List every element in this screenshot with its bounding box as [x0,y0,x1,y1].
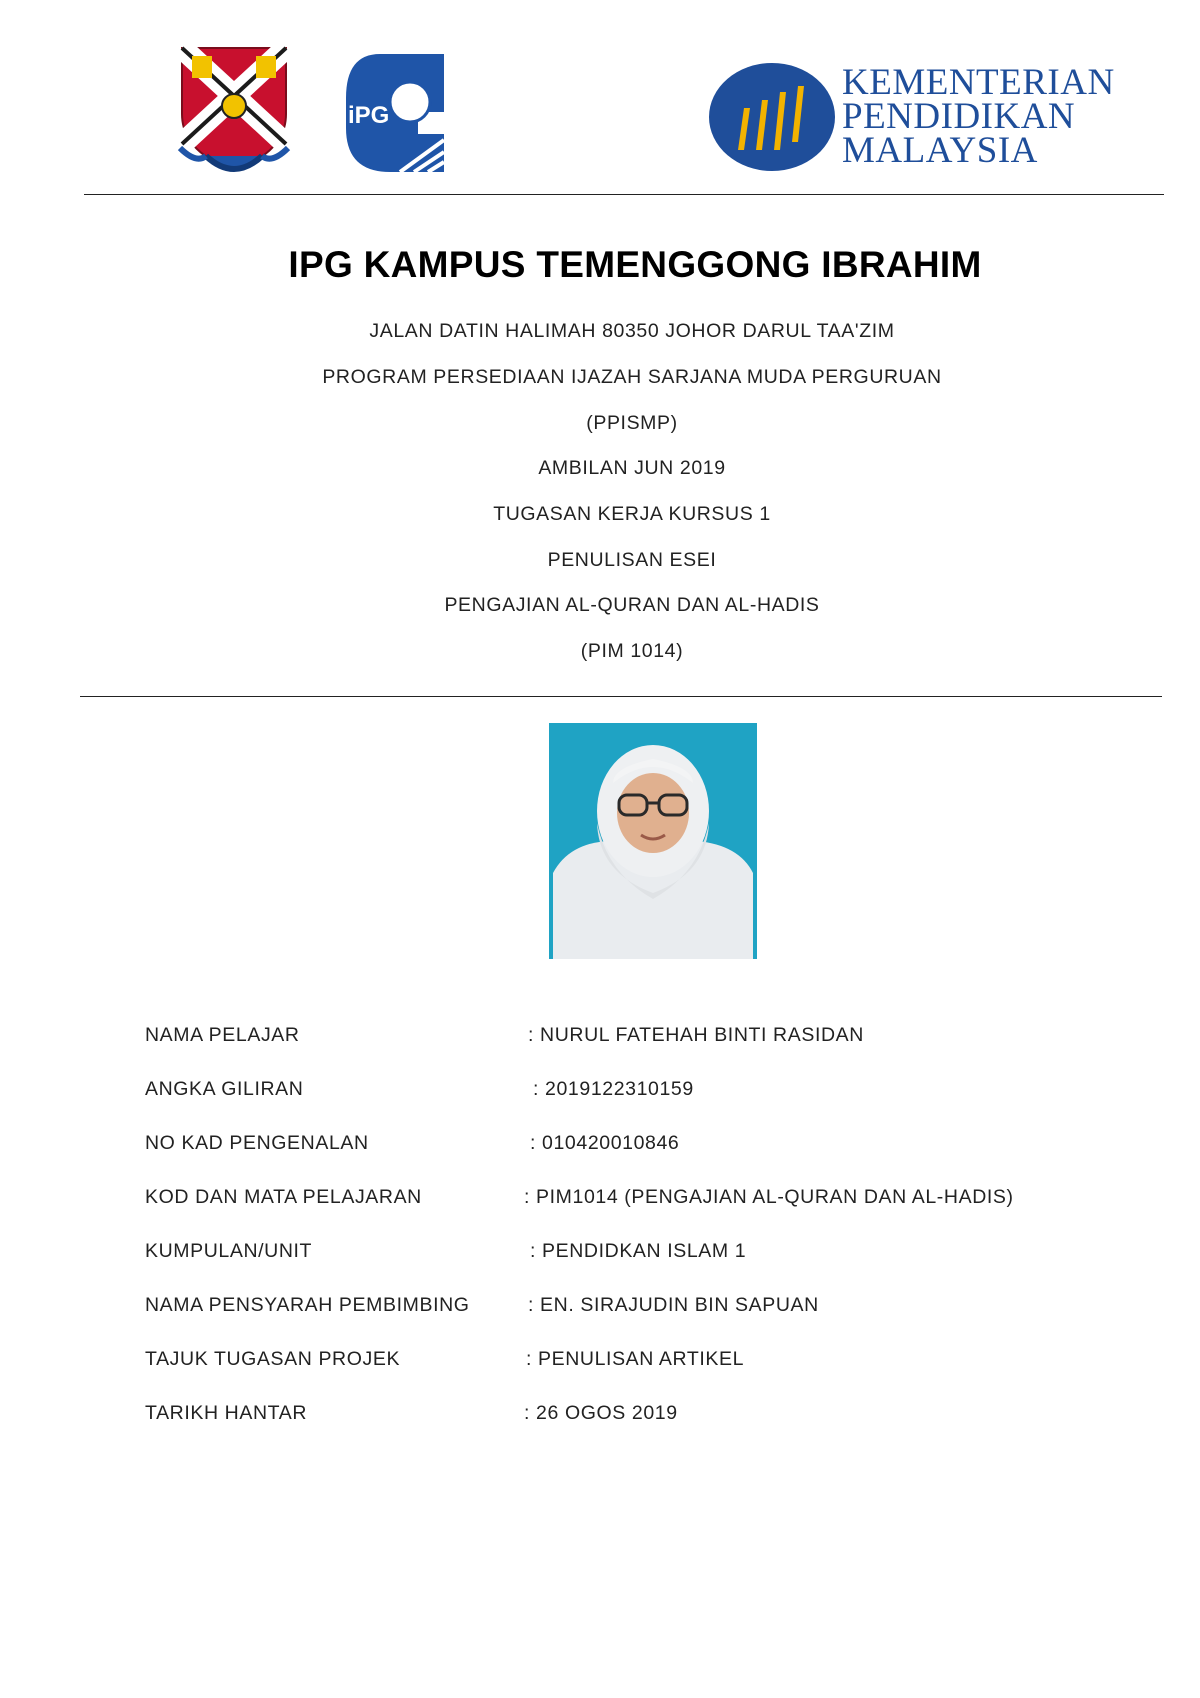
value-tajuk-tugasan: : PENULISAN ARTIKEL [526,1348,745,1370]
ministry-name-line-1: KEMENTERIAN [842,62,1115,103]
label-nama-pensyarah: NAMA PENSYARAH PEMBIMBING [145,1294,470,1316]
address-line: JALAN DATIN HALIMAH 80350 JOHOR DARUL TAA'ZIM [369,320,895,342]
value-nama-pensyarah: : EN. SIRAJUDIN BIN SAPUAN [528,1294,819,1316]
page-title: IPG KAMPUS TEMENGGONG IBRAHIM [288,244,982,285]
ministry-name-line-2: PENDIDIKAN [842,96,1076,137]
course-code-line: (PIM 1014) [580,640,684,662]
label-no-kad-pengenalan: NO KAD PENGENALAN [145,1132,369,1154]
kpm-emblem [708,62,836,172]
label-angka-giliran: ANGKA GILIRAN [145,1078,304,1100]
label-tarikh-hantar: TARIKH HANTAR [145,1402,308,1424]
value-angka-giliran: : 2019122310159 [533,1078,694,1100]
course-name-line: PENGAJIAN AL-QURAN DAN AL-HADIS [444,594,820,616]
ipg-logo [340,48,456,178]
label-tajuk-tugasan: TAJUK TUGASAN PROJEK [145,1348,401,1370]
ministry-name [842,62,1115,171]
value-no-kad-pengenalan: : 010420010846 [530,1132,680,1154]
value-tarikh-hantar: : 26 OGOS 2019 [524,1402,678,1424]
title-divider [80,696,1162,697]
student-portrait-photo [549,723,757,959]
ministry-name-line-3: MALAYSIA [842,130,1038,171]
intake-line: AMBILAN JUN 2019 [538,457,726,479]
program-code-line: (PPISMP) [586,412,678,434]
header-divider [84,194,1164,195]
program-line: PROGRAM PERSEDIAAN IJAZAH SARJANA MUDA PERGURUAN [322,366,942,388]
ipg-logo-text: iPG [348,102,390,129]
label-kod-mata-pelajaran: KOD DAN MATA PELAJARAN [145,1186,422,1208]
college-crest-logo [176,44,292,176]
value-nama-pelajar: : NURUL FATEHAH BINTI RASIDAN [528,1024,864,1046]
label-kumpulan-unit: KUMPULAN/UNIT [145,1240,313,1262]
value-kod-mata-pelajaran: : PIM1014 (PENGAJIAN AL-QURAN DAN AL-HADIS) [524,1186,1014,1208]
assignment-line: TUGASAN KERJA KURSUS 1 [493,503,771,525]
task-type-line: PENULISAN ESEI [547,549,717,571]
value-kumpulan-unit: : PENDIDKAN ISLAM 1 [530,1240,747,1262]
label-nama-pelajar: NAMA PELAJAR [145,1024,300,1046]
